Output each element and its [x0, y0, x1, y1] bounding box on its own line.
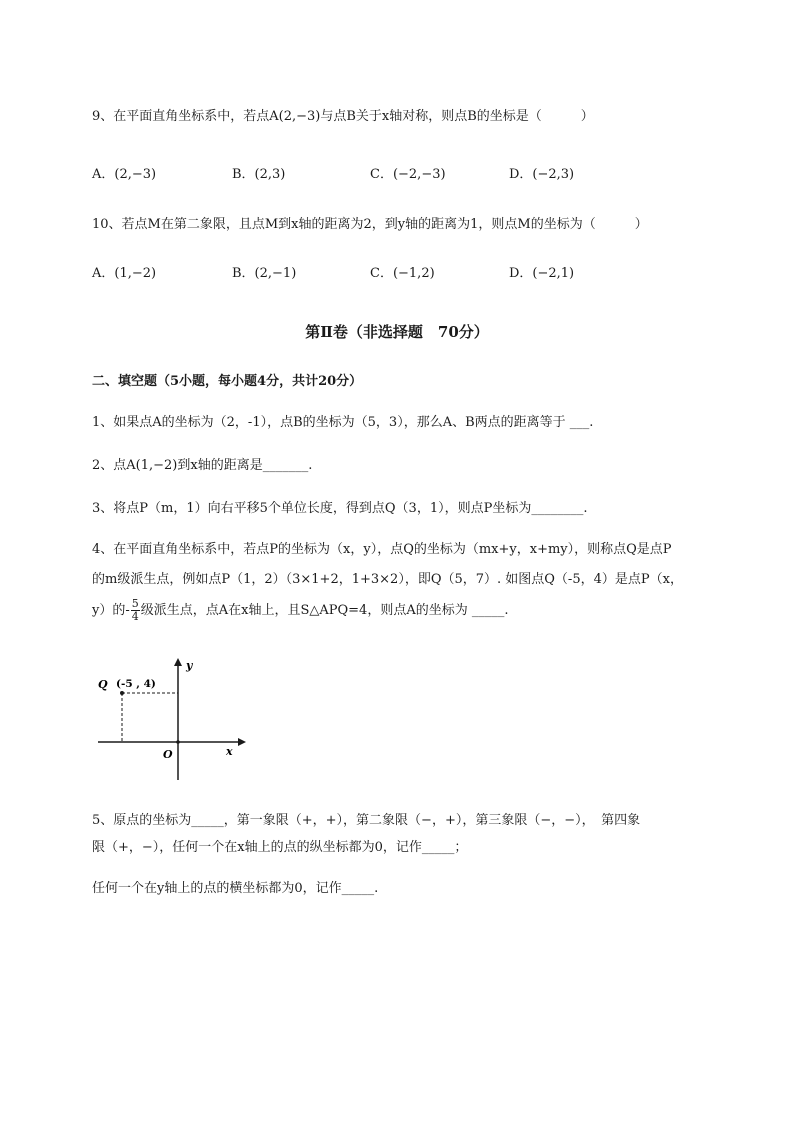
section-title: 第Ⅱ卷（非选择题 70分）: [305, 323, 489, 341]
fill-question-4-line-3: [92, 598, 508, 623]
question-9-option-a: A．(2,−3): [92, 167, 157, 182]
fraction-numerator: 5: [131, 597, 139, 610]
fill-question-4-line-2: 的m级派生点，例如点P（1，2）（3×1+2，1+3×2），即Q（5，7）. 如图点Q（-5，4）是点P（x，: [92, 572, 683, 587]
question-10-option-d: D．(−2,1): [509, 266, 575, 281]
fraction-denominator: 4: [131, 610, 139, 623]
x-axis-label: x: [226, 745, 233, 758]
question-9-option-c: C．(−2,−3): [370, 167, 446, 182]
fill-question-4-line-3-start: y）的-: [92, 603, 130, 618]
fill-question-1: 1、如果点A的坐标为（2，-1），点B的坐标为（5，3），那么A、B两点的距离等于 ___.: [92, 415, 594, 430]
fill-question-5-line-2: 限（+，−），任何一个在x轴上的点的纵坐标都为0，记作_____；: [92, 840, 468, 855]
fill-question-3: 3、将点P（m，1）向右平移5个单位长度，得到点Q（3，1），则点P坐标为________.: [92, 501, 588, 516]
question-9-stem: 9、在平面直角坐标系中，若点A(2,−3)与点B关于x轴对称，则点B的坐标是（ ）: [92, 109, 594, 124]
y-axis-arrow: [174, 658, 182, 666]
origin-label: O: [163, 748, 173, 761]
coordinate-figure: [92, 652, 252, 787]
fraction: [131, 598, 140, 623]
fill-question-4-line-1: 4、在平面直角坐标系中，若点P的坐标为（x，y），点Q的坐标为（mx+y，x+my），则称点Q是点P: [92, 542, 672, 557]
fill-question-2: 2、点A(1,−2)到x轴的距离是_______.: [92, 458, 313, 473]
question-10-option-c: C．(−1,2): [370, 266, 435, 281]
question-9-option-d: D．(−2,3): [509, 167, 575, 182]
y-axis-label: y: [186, 659, 193, 672]
origin-point: [176, 740, 180, 744]
section-2-heading: 二、填空题（5小题，每小题4分，共计20分）: [92, 374, 363, 389]
fill-question-5-line-3: 任何一个在y轴上的点的横坐标都为0，记作_____.: [92, 881, 379, 896]
question-10-option-b: B．(2,−1): [232, 266, 297, 281]
question-10-option-a: A．(1,−2): [92, 266, 157, 281]
fill-question-5-line-1: 5、原点的坐标为_____，第一象限（+，+），第二象限（−，+），第三象限（−，−）， 第四象: [92, 813, 641, 828]
fill-question-4-line-3-end: 级派生点，点A在x轴上，且S△APQ=4，则点A的坐标为 _____.: [140, 603, 509, 618]
point-q-label: Q: [98, 678, 108, 691]
point-q-coordinates: (-5 , 4): [116, 678, 156, 690]
point-q: [120, 691, 124, 695]
question-9-option-b: B．(2,3): [232, 167, 286, 182]
x-axis-arrow: [238, 738, 246, 746]
question-10-stem: 10、若点M在第二象限，且点M到x轴的距离为2，到y轴的距离为1，则点M的坐标为（ ）: [92, 217, 648, 232]
